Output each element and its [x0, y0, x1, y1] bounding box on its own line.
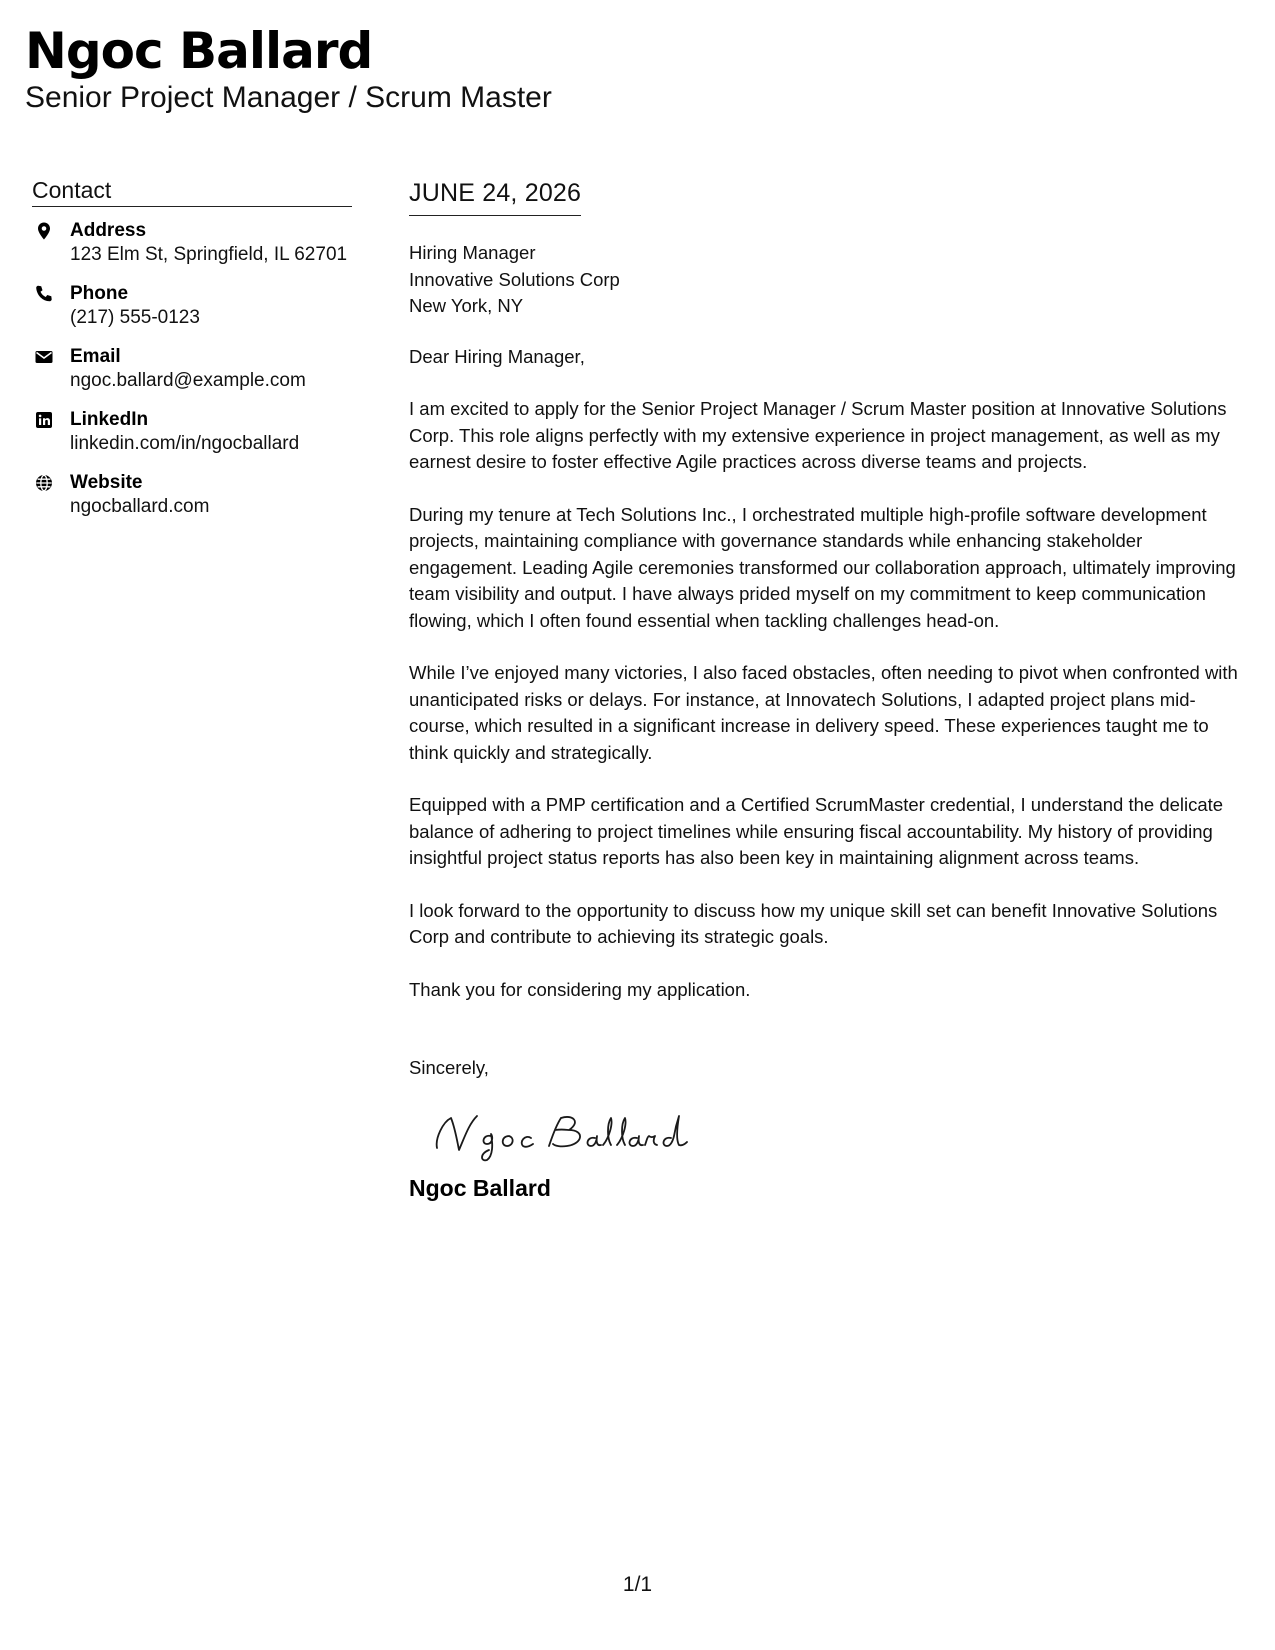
contact-item-phone [32, 282, 352, 334]
linkedin-icon [34, 410, 54, 430]
contact-item-email [32, 345, 352, 397]
globe-icon [34, 473, 54, 493]
page-number: 1/1 [622, 1573, 653, 1596]
handwritten-signature [431, 1100, 691, 1170]
contact-label: Phone [70, 283, 129, 304]
letter-paragraph: I am excited to apply for the Senior Project Manager / Scrum Master position at Innovative Solutions Corp. This role aligns perfectly with my extensive experience in project management, as well as my earnest desire to foster effective Agile practices across diverse teams and projects. [409, 398, 1227, 472]
resume-header [25, 22, 552, 116]
recipient-line: New York, NY [409, 295, 524, 316]
email-value[interactable]: ngoc.ballard@example.com [70, 370, 306, 391]
letter-paragraph: I look forward to the opportunity to discuss how my unique skill set can benefit Innovative Solutions Corp and contribute to achieving its strategic goals. [409, 899, 1218, 947]
cover-letter-body [409, 178, 1251, 1202]
phone-icon [34, 284, 54, 304]
map-pin-icon [34, 221, 54, 241]
salutation: Dear Hiring Manager, [409, 345, 585, 367]
contact-sidebar [32, 176, 352, 534]
applicant-name: Ngoc Ballard [25, 22, 373, 80]
letter-paragraph: During my tenure at Tech Solutions Inc., I orchestrated multiple high-profile software development projects, maintaining compliance with governance standards while enhancing stakeholder engagement. Leading Agile ceremonies transformed our collaboration approach, ultimately improving team visibility and output. I have always prided myself on my commitment to keep communication flowing, which I often found essential when tackling challenges head-on. [409, 503, 1236, 631]
letter-paragraph: While I’ve enjoyed many victories, I also faced obstacles, often needing to pivot when confronted with unanticipated risks or delays. For instance, at Innovatech Solutions, I adapted project plans mid-course, which resulted in a significant increase in delivery speed. These experiences taught me to think quickly and strategically. [409, 662, 1238, 763]
website-value[interactable]: ngocballard.com [70, 496, 210, 517]
letter-date: JUNE 24, 2026 [409, 178, 581, 216]
recipient-line: Innovative Solutions Corp [409, 268, 620, 290]
letter-paragraph: Equipped with a PMP certification and a Certified ScrumMaster credential, I understand the delicate balance of adhering to project timelines while ensuring fiscal accountability. My history of providing insightful project status reports has also been key in maintaining alignment across teams. [409, 794, 1224, 868]
recipient-block [409, 240, 1251, 320]
recipient-line: Hiring Manager [409, 242, 536, 263]
signer-name: Ngoc Ballard [409, 1174, 551, 1201]
contact-label: Address [70, 220, 147, 241]
contact-item-linkedin [32, 408, 352, 460]
phone-value: (217) 555-0123 [70, 307, 200, 328]
letter-paragraph: Thank you for considering my application. [409, 978, 751, 1000]
contact-item-website [32, 471, 352, 523]
contact-label: LinkedIn [70, 409, 149, 430]
contact-item-address [32, 219, 352, 271]
closing: Sincerely, [409, 1057, 489, 1078]
linkedin-value[interactable]: linkedin.com/in/ngocballard [70, 433, 300, 454]
applicant-title: Senior Project Manager / Scrum Master [25, 81, 552, 114]
contact-label: Email [70, 346, 121, 367]
contact-heading: Contact [32, 176, 352, 207]
envelope-icon [34, 347, 54, 367]
contact-label: Website [70, 472, 143, 493]
address-value: 123 Elm St, Springfield, IL 62701 [70, 244, 348, 265]
